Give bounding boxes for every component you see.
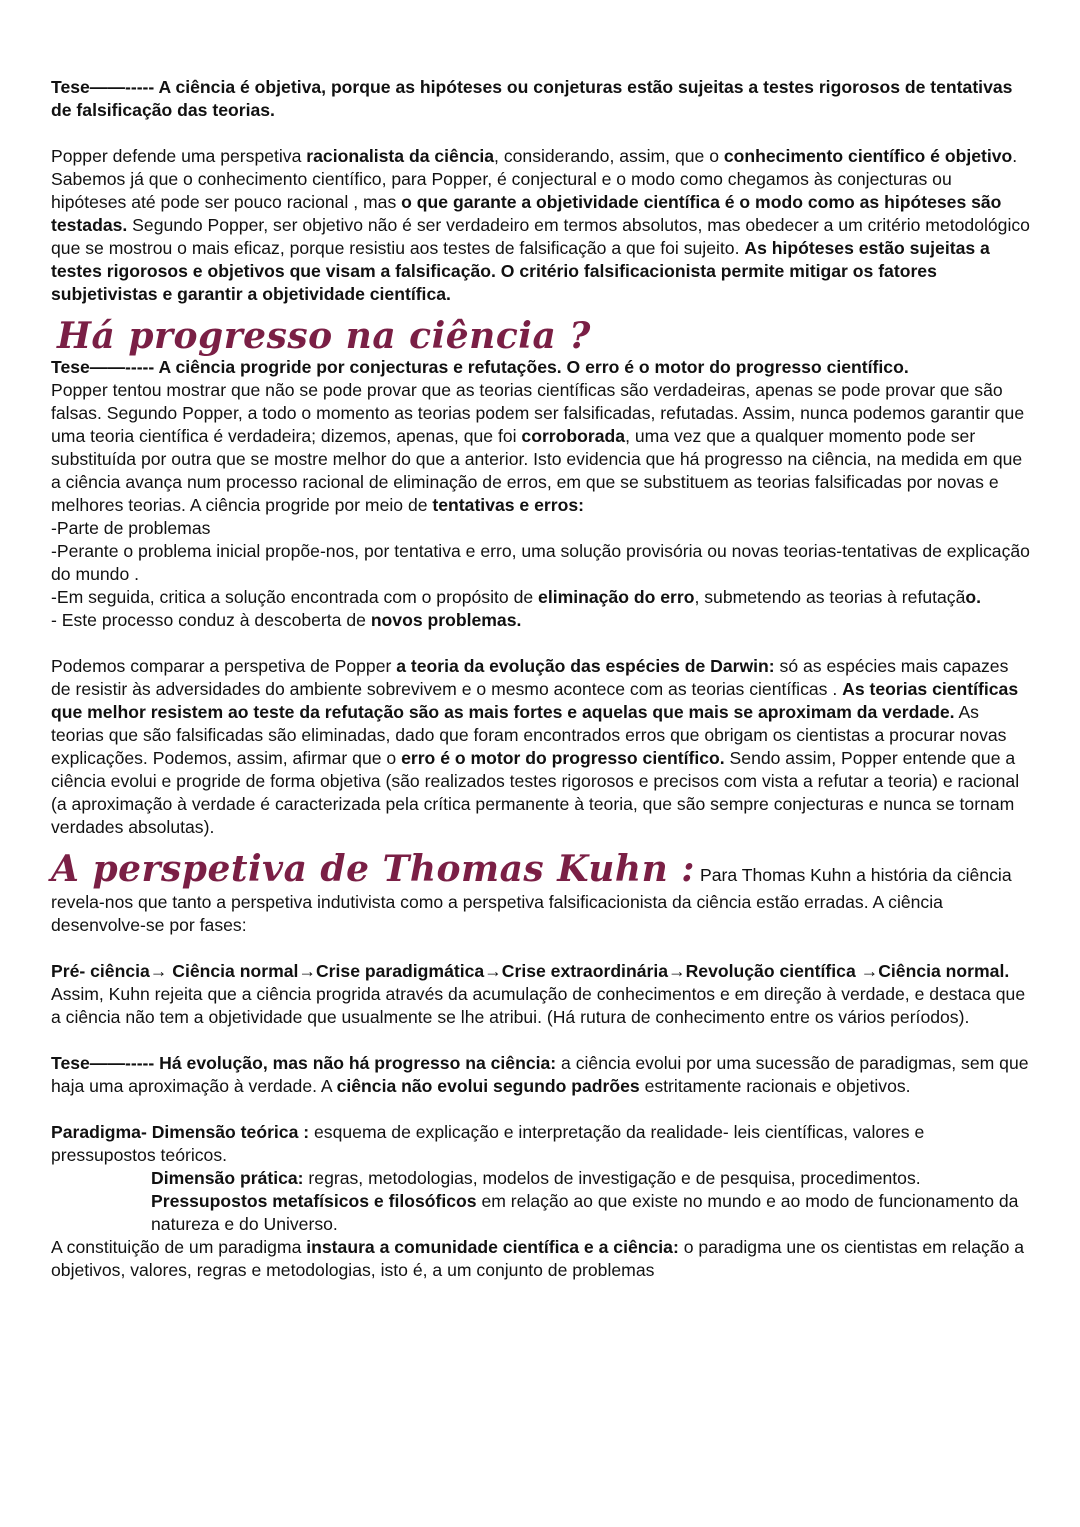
kuhn-intro-paragraph [51,847,1031,937]
text-run: As teorias que são falsificadas são eliminadas, dado que foram encontrados erros que obrigam os cientistas a procurar novas explicações. Podemos, assim, afirmar que o [51,702,1007,768]
bold-run: Paradigma- Dimensão teórica : [51,1122,310,1142]
thesis-text: A ciência é objetiva, porque as hipóteses ou conjeturas estão sujeitas a testes rigorosos de tentativas de falsificação das teorias. [51,77,1013,120]
kuhn-phases [51,960,1031,983]
bold-run: conhecimento científico é objetivo [723,146,1013,166]
bold-run: a teoria da evolução das espécies de Darwin: [396,656,775,676]
bold-run: Dimensão prática: [151,1168,304,1188]
thesis-label: Tese——----- [51,77,159,97]
text-run: Sendo assim, Popper entende que a ciência evolui e progride de forma objetiva (são realizados testes rigorosos e precisos com vista a refutar a teoria) e racional (a aproximação à verdade é caracterizada pela crítica permanente à teoria, que são sempre conjecturas e nunca se tornam verdades absolutas). [51,748,1020,837]
bold-run: o que garante a objetividade científica é o modo como as hipóteses são testadas. [51,192,1002,235]
bold-run: Pressupostos metafísicos e filosóficos [151,1191,477,1211]
document-page [51,76,1031,1282]
thesis-progress [51,356,1031,379]
bold-run: erro é o motor do progresso científico. [401,748,725,768]
list-item: -Perante o problema inicial propõe-nos, por tentativa e erro, uma solução provisória ou novas teorias-tentativas de explicação do mundo . [51,541,1030,584]
bold-run: novos problemas. [370,610,522,630]
paradigm-community-paragraph [51,1236,1031,1282]
section-heading-progress: Há progresso na ciência ? [57,315,591,357]
text-run: em relação ao que existe no mundo e ao modo de funcionamento da natureza e do Universo. [151,1191,1019,1234]
popper-progress-paragraph [51,379,1031,517]
text-run: Popper tentou mostrar que não se pode provar que as teorias científicas são verdadeiras, apenas se pode provar que são falsas. Segundo Popper, a todo o momento as teorias podem ser falsificadas, refutadas. Assim, nunca podemos garantir que uma teoria científica é verdadeira; dizemos, apenas, que foi [51,380,1025,446]
text-run: , submetendo as teorias à refutaçã [694,587,966,607]
bold-run: tentativas e erros: [432,495,584,515]
list-item: -Parte de problemas [51,518,211,538]
bold-run: racionalista da ciência [306,146,495,166]
paradigm-practical-dimension [51,1167,1031,1190]
thesis-objectivity [51,76,1031,122]
text-run: só as espécies mais capazes de resistir às adversidades do ambiente sobrevivem e o mesmo acontece com as teorias científicas . [51,656,1009,699]
text-run: , considerando, assim, que o [494,146,724,166]
text-run: esquema de explicação e interpretação da realidade- leis científicas, valores e pressupostos teóricos. [51,1122,925,1165]
bold-run: Há evolução, mas não há progresso na ciência: [159,1053,557,1073]
darwin-comparison-paragraph [51,655,1031,839]
text-run: Podemos comparar a perspetiva de Popper [51,656,397,676]
section-heading-kuhn: A perspetiva de Thomas Kuhn : [51,848,696,890]
text-run: -Em seguida, critica a solução encontrada com o propósito de [51,587,539,607]
text-run: - Este processo conduz à descoberta de [51,610,371,630]
bold-run: eliminação do erro [538,587,695,607]
text-run: estritamente racionais e objetivos. [639,1076,911,1096]
list-item [51,586,1031,609]
thesis-text: A ciência progride por conjecturas e refutações. O erro é o motor do progresso científico. [158,357,909,377]
text-run: Popper defende uma perspetiva [51,146,307,166]
paradigm-definition [51,1121,1031,1167]
list-item [51,609,1031,632]
text-run: , uma vez que a qualquer momento pode ser substituída por outra que se mostre melhor do que a anterior. Isto evidencia que há progresso na ciência, na medida em que a ciência avança num processo racional de eliminação de erros, em que se substituem as teorias falsificadas por novas e melhores teorias. A ciência progride por meio de [51,426,1023,515]
thesis-kuhn [51,1052,1031,1098]
bold-run: instaura a comunidade científica e a ciência: [306,1237,679,1257]
popper-objectivity-paragraph [51,145,1031,306]
bold-run: Pré- ciência→ Ciência normal→Crise paradigmática→Crise extraordinária→Revolução científica →Ciência normal. [51,961,1010,981]
text-run: Para Thomas Kuhn a história da ciência revela-nos que tanto a perspetiva indutivista como a perspetiva falsificacionista da ciência estão erradas. A ciência desenvolve-se por fases: [51,865,1012,935]
text-run: o paradigma une os cientistas em relação a objetivos, valores, regras e metodologias, isto é, a um conjunto de problemas [51,1237,1025,1280]
thesis-label: Tese——----- [51,357,159,377]
bold-run: As hipóteses estão sujeitas a testes rigorosos e objetivos que visam a falsificação. O critério falsificacionista permite mitigar os fatores subjetivistas e garantir a objetividade científica. [51,238,990,304]
text-run: a ciência evolui por uma sucessão de paradigmas, sem que haja uma aproximação à verdade. A [51,1053,1029,1096]
thesis-label: Tese——----- [51,1053,160,1073]
kuhn-rejection-paragraph: Assim, Kuhn rejeita que a ciência progrida através da acumulação de conhecimentos e em direção à verdade, e destaca que a ciência não tem a objetividade que usualmente se lhe atribui. (Há rutura de conhecimento entre os vários períodos). [51,984,1026,1027]
text-run: regras, metodologias, modelos de investigação e de pesquisa, procedimentos. [303,1168,921,1188]
text-run: A constituição de um paradigma [51,1237,307,1257]
bold-run: ciência não evolui segundo padrões [336,1076,640,1096]
text-run: . Sabemos já que o conhecimento científico, para Popper, é conjectural e o modo como chegamos às conjecturas ou hipóteses até pode ser pouco racional , mas [51,146,1018,212]
bold-run: o. [965,587,982,607]
bold-run: As teorias científicas que melhor resistem ao teste da refutação são as mais fortes e aquelas que mais se aproximam da verdade. [51,679,1019,722]
paradigm-metaphysical-assumptions [51,1190,1031,1236]
text-run: Segundo Popper, ser objetivo não é ser verdadeiro em termos absolutos, mas obedecer a um critério metodológico que se mostrou o mais eficaz, porque resistiu aos testes de falsificação a que foi sujeito. [51,215,1030,258]
bold-run: corroborada [521,426,626,446]
